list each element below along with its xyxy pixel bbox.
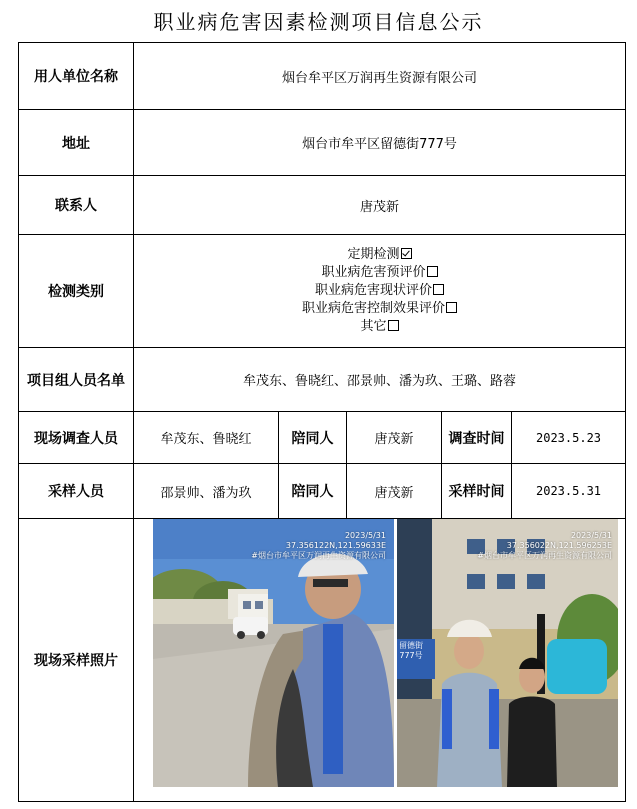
sampling-time-value: 2023.5.31 <box>512 464 626 519</box>
team-value: 牟茂东、鲁晓红、邵景帅、潘为玖、王璐、路蓉 <box>134 348 626 412</box>
sampling-label: 采样人员 <box>19 464 134 519</box>
sampling-accomp-value: 唐茂新 <box>347 464 442 519</box>
row-detection-type <box>19 235 626 348</box>
checkbox-icon <box>433 284 444 295</box>
option-pre-evaluation: 职业病危害预评价 <box>138 264 621 282</box>
page-title: 职业病危害因素检测项目信息公示 <box>153 10 484 34</box>
photo-1-stamp: 2023/5/31 37.356122N,121.59633E #烟台市牟平区万润再生资源有限公司 <box>251 531 386 560</box>
option-periodic: 定期检测 <box>138 246 621 264</box>
row-photos <box>19 519 626 802</box>
option-status-evaluation: 职业病危害现状评价 <box>138 282 621 300</box>
detection-type-options <box>134 235 626 348</box>
photos-cell <box>134 519 626 802</box>
sampling-accomp-label: 陪同人 <box>279 464 347 519</box>
row-contact <box>19 176 626 235</box>
checkbox-icon <box>427 266 438 277</box>
sampling-value: 邵景帅、潘为玖 <box>134 464 279 519</box>
photos-container <box>134 519 625 787</box>
address-label: 地址 <box>19 110 134 176</box>
row-employer <box>19 43 626 110</box>
detection-type-label: 检测类别 <box>19 235 134 348</box>
option-control-evaluation: 职业病危害控制效果评价 <box>138 300 621 318</box>
employer-value: 烟台牟平区万润再生资源有限公司 <box>134 43 626 110</box>
row-sampling <box>19 464 626 519</box>
contact-value: 唐茂新 <box>134 176 626 235</box>
photos-label: 现场采样照片 <box>19 519 134 802</box>
row-address <box>19 110 626 176</box>
contact-label: 联系人 <box>19 176 134 235</box>
info-table <box>18 42 626 802</box>
sampling-time-label: 采样时间 <box>442 464 512 519</box>
checked-box-icon <box>401 248 412 259</box>
checkbox-icon <box>446 302 457 313</box>
row-survey <box>19 412 626 464</box>
address-value: 烟台市牟平区留德街777号 <box>134 110 626 176</box>
team-label: 项目组人员名单 <box>19 348 134 412</box>
survey-accomp-label: 陪同人 <box>279 412 347 464</box>
survey-time-label: 调查时间 <box>442 412 512 464</box>
checkbox-icon <box>388 320 399 331</box>
option-other: 其它 <box>138 318 621 336</box>
gate-sign: 留德街 777号 <box>399 641 423 660</box>
survey-label: 现场调查人员 <box>19 412 134 464</box>
site-photo-1 <box>153 519 394 787</box>
row-team <box>19 348 626 412</box>
employer-label: 用人单位名称 <box>19 43 134 110</box>
site-photo-2 <box>397 519 618 787</box>
photo-2-stamp: 2023/5/31 37.356022N,121.596253E #烟台市牟平区万润再生资源有限公司 <box>477 531 612 560</box>
survey-accomp-value: 唐茂新 <box>347 412 442 464</box>
survey-time-value: 2023.5.23 <box>512 412 626 464</box>
survey-value: 牟茂东、鲁晓红 <box>134 412 279 464</box>
